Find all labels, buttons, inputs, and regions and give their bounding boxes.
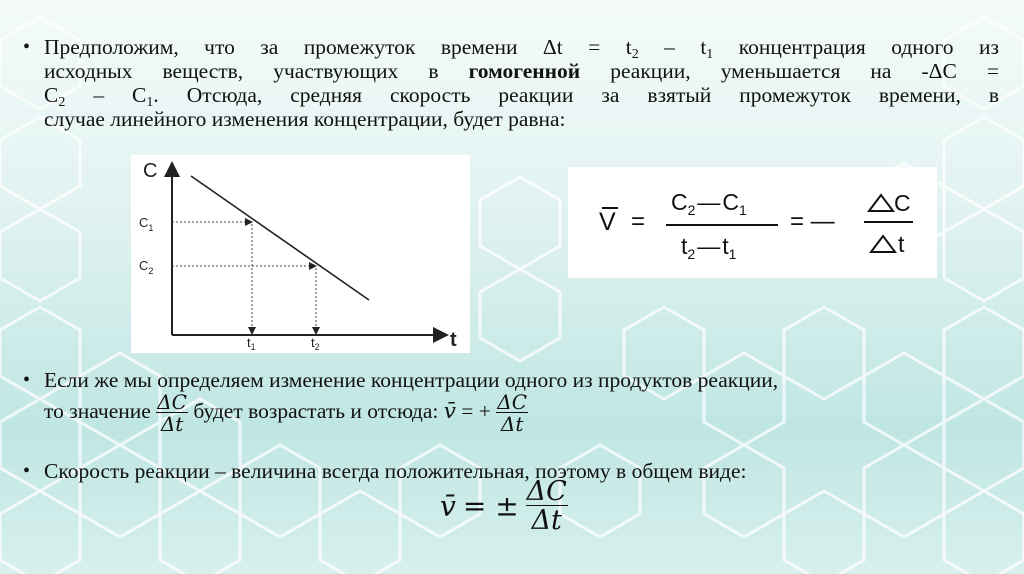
concentration-line [191,176,369,300]
equals-1: = [631,208,646,235]
numerator: $C_2—C_1$ [671,189,747,218]
v-symbol: V [599,208,616,236]
general-rate-formula [440,478,568,534]
delta-triangle-top [869,195,893,211]
x-axis-label: t [450,329,457,351]
c1-label: $C_1$ [139,215,154,233]
bullet-1-line-1: Предположим, что за промежуток времени $\Delta t = t_2 - t_1$ концентрация одного из [44,35,999,62]
bullet-1-line-3: $С_2 - С_1$. Отсюда, средняя скорость реакции за взятый промежуток времени, в [44,83,999,110]
delta-triangle-bottom [871,236,895,252]
v-bar-symbol: v̄ [443,398,456,424]
graph-plot [131,155,470,353]
c2-label: $C_2$ [139,258,154,276]
bullet-2-line-2: то значение $\frac{\Delta C}{\Delta t}$ будет возрастать и отсюда: v̄ = + $\frac{\Delta C}{\Delta t}$ [44,390,528,436]
equals-plus-minus: = ± [462,489,519,523]
bullet-marker-1: • [23,36,31,58]
denominator: $t_2—t_1$ [681,233,737,262]
dt-letter: t [898,231,905,257]
t1-label: $t_1$ [247,335,256,352]
equals-plus: = + [461,398,491,423]
bold-term-homogeneous: гомогенной [468,59,581,83]
dc-letter: C [894,190,911,216]
delta-c-over-delta-t-2: $\frac{\Delta C}{\Delta t}$ [497,390,528,436]
t2-label: $t_2$ [311,335,320,352]
bullet-1-line-4: случае линейного изменения концентрации, будет равна: [44,107,566,131]
concentration-time-graph [131,155,470,353]
v-bar-symbol-2: v̄ [440,489,456,523]
bullet-marker-2: • [23,369,31,391]
bullet-1-line-2: исходных веществ, участвующих в гомогенной реакции, уменьшается на -ΔС = [44,59,1000,83]
bullet-2-paragraph [44,368,999,434]
delta-c-over-delta-t: $\frac{\Delta C}{\Delta t}$ [157,390,187,436]
bullet-2-line-1: Если же мы определяем изменение концентрации одного из продуктов реакции, [44,368,779,392]
bullet-3-text: Скорость реакции – величина всегда положительная, поэтому в общем виде: [44,459,747,483]
bullet-marker-3: • [23,460,31,482]
equals-minus: = — [790,208,835,235]
delta-c-over-delta-t-3: $\frac{\Delta C}{\Delta t}$ [526,476,567,536]
bullet-1-paragraph [44,35,999,131]
y-axis-label: C [143,160,158,182]
average-rate-formula [568,167,937,278]
formula-drawing [568,167,937,278]
